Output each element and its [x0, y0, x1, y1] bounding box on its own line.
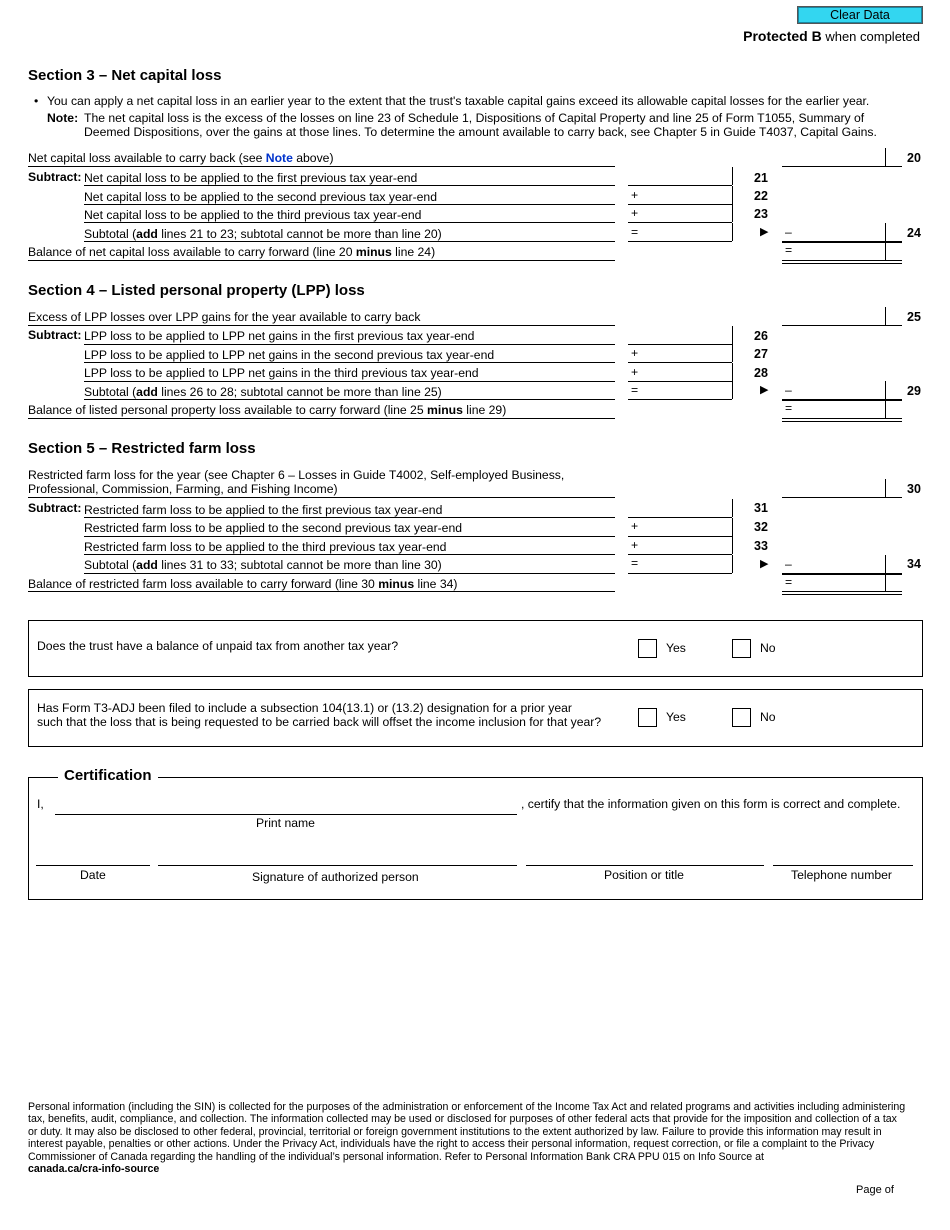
line22-input[interactable]: [732, 186, 733, 204]
position-input[interactable]: [526, 865, 764, 866]
row24-text-a: Subtotal (: [84, 227, 137, 241]
row26-label: LPP loss to be applied to LPP net gains in the first previous tax year-end: [84, 329, 475, 343]
row29-text-b: lines 26 to 28; subtotal cannot be more than line 25): [157, 385, 442, 399]
row21-label: Net capital loss to be applied to the first previous tax year-end: [84, 171, 418, 185]
s3-balance-input[interactable]: [885, 242, 886, 260]
line-number-24: 24: [907, 226, 921, 240]
row32-plus: +: [631, 519, 639, 533]
row34-text-a: Subtotal (: [84, 558, 137, 572]
line-number-27: 27: [754, 347, 768, 361]
line20-input[interactable]: [782, 166, 902, 167]
line27-input[interactable]: [732, 344, 733, 362]
line26-input[interactable]: [732, 326, 733, 344]
row20-text-a: Net capital loss available to carry back (see: [28, 151, 266, 165]
section5-title-b: Restricted farm loss: [111, 440, 256, 457]
row29-text-a: Subtotal (: [84, 385, 137, 399]
section3-bullet-text: You can apply a net capital loss in an earlier year to the extent that the trust's taxable capital gains exceed its allowable capital losses for the earlier year.: [47, 94, 870, 108]
section5-title: [28, 440, 256, 457]
clear-data-button[interactable]: Clear Data: [797, 6, 923, 24]
line-number-21: 21: [754, 171, 768, 185]
section4-balance-label: [28, 403, 506, 417]
line-number-28: 28: [754, 366, 768, 380]
line21-input[interactable]: [732, 167, 733, 185]
row24-label: [84, 227, 442, 241]
info-source-link[interactable]: canada.ca/cra-info-source: [28, 1163, 160, 1176]
question1-yes-checkbox[interactable]: [638, 639, 657, 658]
row20-label: [28, 151, 334, 165]
telephone-input[interactable]: [773, 865, 913, 866]
row24-add: add: [136, 227, 158, 241]
line-number-34: 34: [907, 557, 921, 571]
section3-note-line1: The net capital loss is the excess of the losses on line 23 of Schedule 1, Dispositions of Capital Property and line 25 of Form T1055, Summary of: [84, 111, 865, 125]
s4-balance-input[interactable]: [885, 400, 886, 418]
row22-label: Net capital loss to be applied to the second previous tax year-end: [84, 190, 437, 204]
telephone-label: Telephone number: [791, 868, 892, 882]
section4-title: [28, 282, 365, 299]
line24-subtotal-input[interactable]: [732, 223, 733, 241]
row25-label: Excess of LPP losses over LPP gains for the year available to carry back: [28, 310, 421, 324]
row20-note-link[interactable]: Note: [265, 151, 293, 165]
position-label: Position or title: [604, 868, 684, 882]
line29-input[interactable]: [885, 381, 886, 399]
line-number-32: 32: [754, 520, 768, 534]
question2-no-label: No: [760, 710, 776, 724]
row28-label: LPP loss to be applied to LPP net gains in the third previous tax year-end: [84, 366, 479, 380]
line-number-33: 33: [754, 539, 768, 553]
s5-balance-input[interactable]: [885, 573, 886, 591]
row34-text-b: lines 31 to 33; subtotal cannot be more than line 30): [157, 558, 442, 572]
line-number-26: 26: [754, 329, 768, 343]
print-name-input[interactable]: [55, 814, 517, 815]
line28-input[interactable]: [732, 363, 733, 381]
line32-input[interactable]: [732, 518, 733, 536]
s5-balance-b: line 34): [414, 577, 458, 591]
row23-plus: +: [631, 206, 639, 220]
s4-balance-minus: minus: [427, 403, 463, 417]
line29-subtotal-input[interactable]: [732, 381, 733, 399]
question2-text-line2: such that the loss that is being requested to be carried back will offset the income inclusion for that year?: [37, 715, 602, 729]
line24-input[interactable]: [885, 223, 886, 241]
row29-add: add: [136, 385, 158, 399]
s3-balance-a: Balance of net capital loss available to carry forward (line 20: [28, 245, 356, 259]
row30-label-line1: Restricted farm loss for the year (see Chapter 6 – Losses in Guide T4002, Self-employed Business,: [28, 468, 565, 482]
signature-label: Signature of authorized person: [252, 870, 419, 884]
row29-equals: =: [631, 383, 639, 397]
line-number-22: 22: [754, 189, 768, 203]
s3-balance-minus: minus: [355, 245, 392, 259]
print-name-label: Print name: [256, 816, 315, 830]
line34-subtotal-input[interactable]: [732, 555, 733, 573]
row24-minus: –: [785, 225, 792, 239]
section3-note-label: Note:: [47, 111, 79, 125]
row31-label: Restricted farm loss to be applied to the first previous tax year-end: [84, 503, 443, 517]
question1-no-label: No: [760, 641, 776, 655]
certification-i-label: I,: [37, 797, 44, 811]
s3-balance-equals: =: [785, 243, 793, 257]
section3-note-line2: Deemed Dispositions, over the gains at those lines. To determine the amount available to carry back, see Chapter 5 in Guide T4037, Capital Gains.: [84, 125, 877, 139]
page-number: Page of: [856, 1184, 894, 1196]
s4-balance-equals: =: [785, 401, 793, 415]
protected-bold: Protected B: [743, 28, 822, 44]
section3-bullet: •: [34, 94, 39, 108]
line-number-31: 31: [754, 501, 768, 515]
line30-input[interactable]: [885, 479, 886, 497]
s4-balance-a: Balance of listed personal property loss available to carry forward (line 25: [28, 403, 428, 417]
date-label: Date: [80, 868, 106, 882]
line-number-30: 30: [907, 482, 921, 496]
protected-rest: when completed: [821, 29, 920, 44]
section4-subtract-label: Subtract:: [28, 328, 82, 342]
line-number-25: 25: [907, 310, 921, 324]
row28-plus: +: [631, 365, 639, 379]
certification-statement: , certify that the information given on this form is correct and complete.: [521, 797, 901, 811]
row29-arrow-icon: ▶: [760, 384, 769, 396]
question1-yes-label: Yes: [666, 641, 686, 655]
privacy-text: Personal information (including the SIN) is collected for the purposes of the administration or enforcement of the Income Tax Act and related programs and activities including administering tax, benefits, audit, compliance, and collection. The information collected may be used or disclosed for purposes of other federal acts that provide for the imposition and collection of a tax or duty. It may also be disclosed to other federal, provincial, territorial or foreign government institutions to the extent authorized by law. Failure to provide this information may result in interest payable, penalties or other actions. Under the Privacy Act, individuals have the right to access their personal information, request correction, or file a complaint to the Privacy Commissioner of Canada regarding the handling of the individual’s personal information. Refer to Personal Information Bank CRA PPU 015 on Info Source at: [28, 1101, 906, 1163]
line31-input[interactable]: [732, 499, 733, 517]
s5-balance-a: Balance of restricted farm loss available to carry forward (line 30: [28, 577, 379, 591]
section4-title-b: Listed personal property (LPP) loss: [111, 282, 365, 299]
section3-title-dash: –: [94, 67, 112, 84]
row20-text-b: above): [292, 151, 334, 165]
question2-text-line1: Has Form T3-ADJ been filed to include a subsection 104(13.1) or (13.2) designation for a prior year: [37, 701, 572, 715]
section4-title-dash: –: [94, 282, 112, 299]
protected-b-label: [743, 28, 920, 44]
section3-title: [28, 67, 221, 84]
row33-label: Restricted farm loss to be applied to the third previous tax year-end: [84, 540, 447, 554]
line-number-20: 20: [907, 151, 921, 165]
section3-subtract-label: Subtract:: [28, 170, 82, 184]
row34-add: add: [136, 558, 158, 572]
line25-input[interactable]: [885, 307, 886, 325]
row24-equals: =: [631, 225, 639, 239]
line33-input[interactable]: [732, 536, 733, 554]
row24-arrow-icon: ▶: [760, 226, 769, 238]
privacy-notice: [28, 1101, 908, 1175]
row27-label: LPP loss to be applied to LPP net gains in the second previous tax year-end: [84, 348, 495, 362]
line-number-29: 29: [907, 384, 921, 398]
s5-balance-equals: =: [785, 575, 793, 589]
signature-input[interactable]: [158, 865, 517, 866]
question1-no-checkbox[interactable]: [732, 639, 751, 658]
section3-title-b: Net capital loss: [111, 67, 222, 84]
row23-label: Net capital loss to be applied to the third previous tax year-end: [84, 208, 422, 222]
section3-balance-label: [28, 245, 435, 259]
row29-minus: –: [785, 383, 792, 397]
section5-title-dash: –: [94, 440, 112, 457]
line-number-23: 23: [754, 207, 768, 221]
certification-title: Certification: [58, 767, 158, 784]
row34-label: [84, 558, 442, 572]
question2-no-checkbox[interactable]: [732, 708, 751, 727]
question1-text: Does the trust have a balance of unpaid tax from another tax year?: [37, 639, 399, 653]
row34-minus: –: [785, 557, 792, 571]
section3-title-a: Section 3: [28, 67, 95, 84]
section5-subtract-label: Subtract:: [28, 501, 82, 515]
row29-label: [84, 385, 442, 399]
s4-balance-b: line 29): [462, 403, 507, 417]
section4-title-a: Section 4: [28, 282, 95, 299]
row22-plus: +: [631, 188, 639, 202]
question2-yes-label: Yes: [666, 710, 686, 724]
row24-text-b: lines 21 to 23; subtotal cannot be more than line 20): [157, 227, 442, 241]
row27-plus: +: [631, 346, 639, 360]
line34-input[interactable]: [885, 555, 886, 573]
s3-balance-b: line 24): [391, 245, 436, 259]
row30-label-line2: Professional, Commission, Farming, and Fishing Income): [28, 482, 338, 496]
certification-box: [28, 777, 923, 900]
row32-label: Restricted farm loss to be applied to the second previous tax year-end: [84, 521, 463, 535]
section5-balance-label: [28, 577, 457, 591]
question2-yes-checkbox[interactable]: [638, 708, 657, 727]
line23-input[interactable]: [732, 204, 733, 222]
row34-equals: =: [631, 556, 639, 570]
s5-balance-minus: minus: [378, 577, 415, 591]
date-input[interactable]: [36, 865, 150, 866]
section5-title-a: Section 5: [28, 440, 95, 457]
row34-arrow-icon: ▶: [760, 558, 769, 570]
row33-plus: +: [631, 538, 639, 552]
